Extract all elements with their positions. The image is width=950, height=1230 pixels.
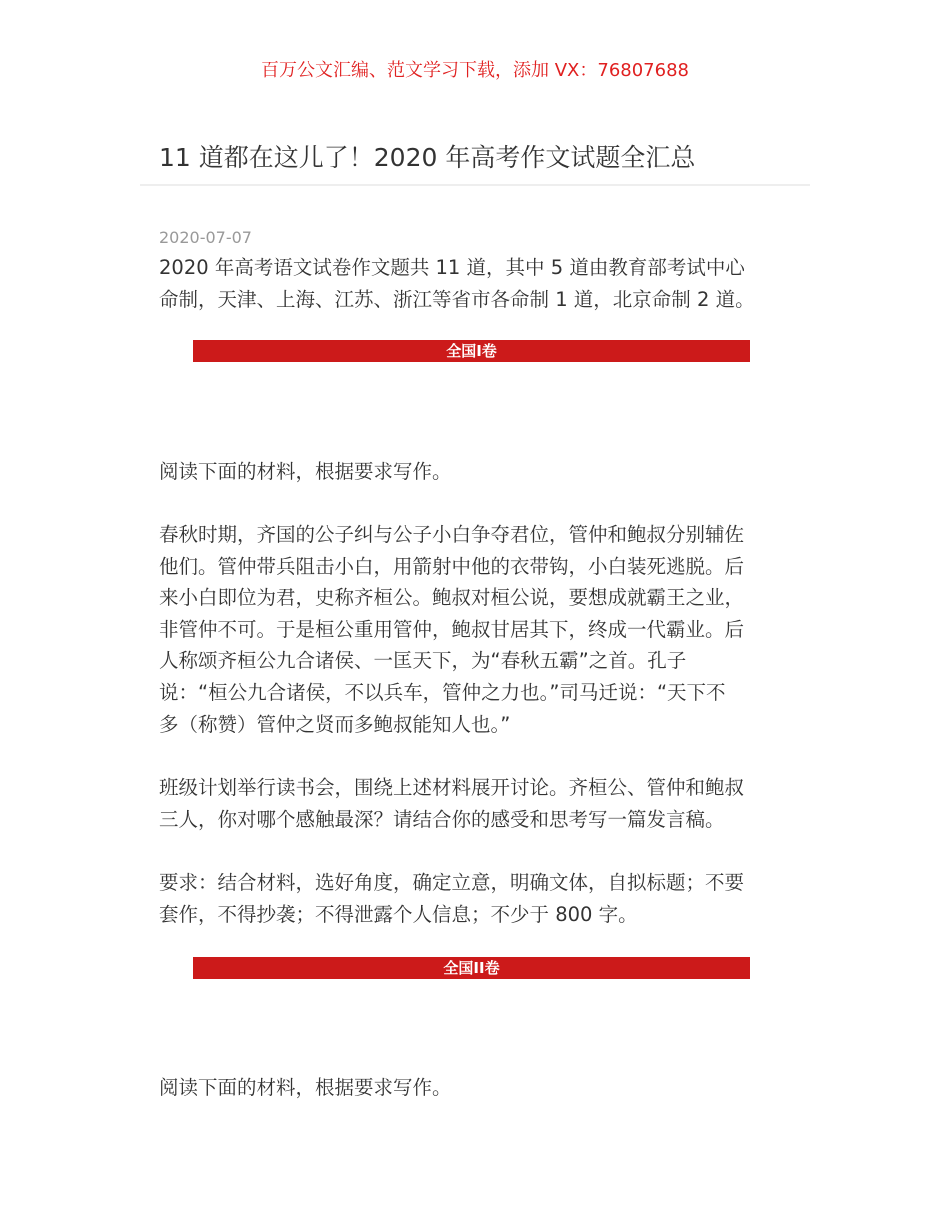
- text-line: 非管仲不可。于是桓公重用管仲，鲍叔甘居其下，终成一代霸业。后: [159, 617, 745, 641]
- text-line: 春秋时期，齐国的公子纠与公子小白争夺君位，管仲和鲍叔分别辅佐: [159, 523, 745, 546]
- prompt-paragraph: [159, 1072, 799, 1104]
- text-line: 套作，不得抄袭；不得泄露个人信息；不少于 800 字。: [159, 902, 638, 926]
- publish-date: 2020-07-07: [159, 228, 252, 247]
- material-paragraph: [159, 519, 799, 740]
- title-divider: [140, 184, 810, 186]
- text-line: 阅读下面的材料，根据要求写作。: [159, 1076, 452, 1099]
- requirements-paragraph: [159, 867, 799, 930]
- section-banner-national-2: 全国II卷: [193, 957, 750, 979]
- text-line: 他们。管仲带兵阻击小白，用箭射中他的衣带钩，小白装死逃脱。后: [159, 554, 745, 578]
- prompt-paragraph: [159, 456, 799, 488]
- intro-paragraph: [159, 252, 799, 315]
- text-line: 命制，天津、上海、江苏、浙江等省市各命制 1 道，北京命制 2 道。: [159, 287, 755, 311]
- text-line: 说：“桓公九合诸侯，不以兵车，管仲之力也。”司马迁说：“天下不: [159, 680, 726, 704]
- task-paragraph: [159, 772, 799, 835]
- text-line: 要求：结合材料，选好角度，确定立意，明确文体，自拟标题；不要: [159, 871, 745, 894]
- text-line: 多（称赞）管仲之贤而多鲍叔能知人也。”: [159, 712, 511, 736]
- section-banner-national-1: 全国I卷: [193, 340, 750, 362]
- text-line: 人称颂齐桓公九合诸侯、一匡天下，为“春秋五霸”之首。孔子: [159, 649, 687, 673]
- text-line: 来小白即位为君，史称齐桓公。鲍叔对桓公说，要想成就霸王之业，: [159, 586, 745, 610]
- text-line: 阅读下面的材料，根据要求写作。: [159, 460, 452, 483]
- text-line: 2020 年高考语文试卷作文题共 11 道，其中 5 道由教育部考试中心: [159, 256, 745, 279]
- article-title: 11 道都在这儿了！2020 年高考作文试题全汇总: [159, 143, 696, 172]
- watermark-text: 百万公文汇编、范文学习下载，添加 VX：76807688: [261, 60, 689, 81]
- text-line: 三人，你对哪个感触最深？请结合你的感受和思考写一篇发言稿。: [159, 807, 725, 831]
- text-line: 班级计划举行读书会，围绕上述材料展开讨论。齐桓公、管仲和鲍叔: [159, 776, 745, 799]
